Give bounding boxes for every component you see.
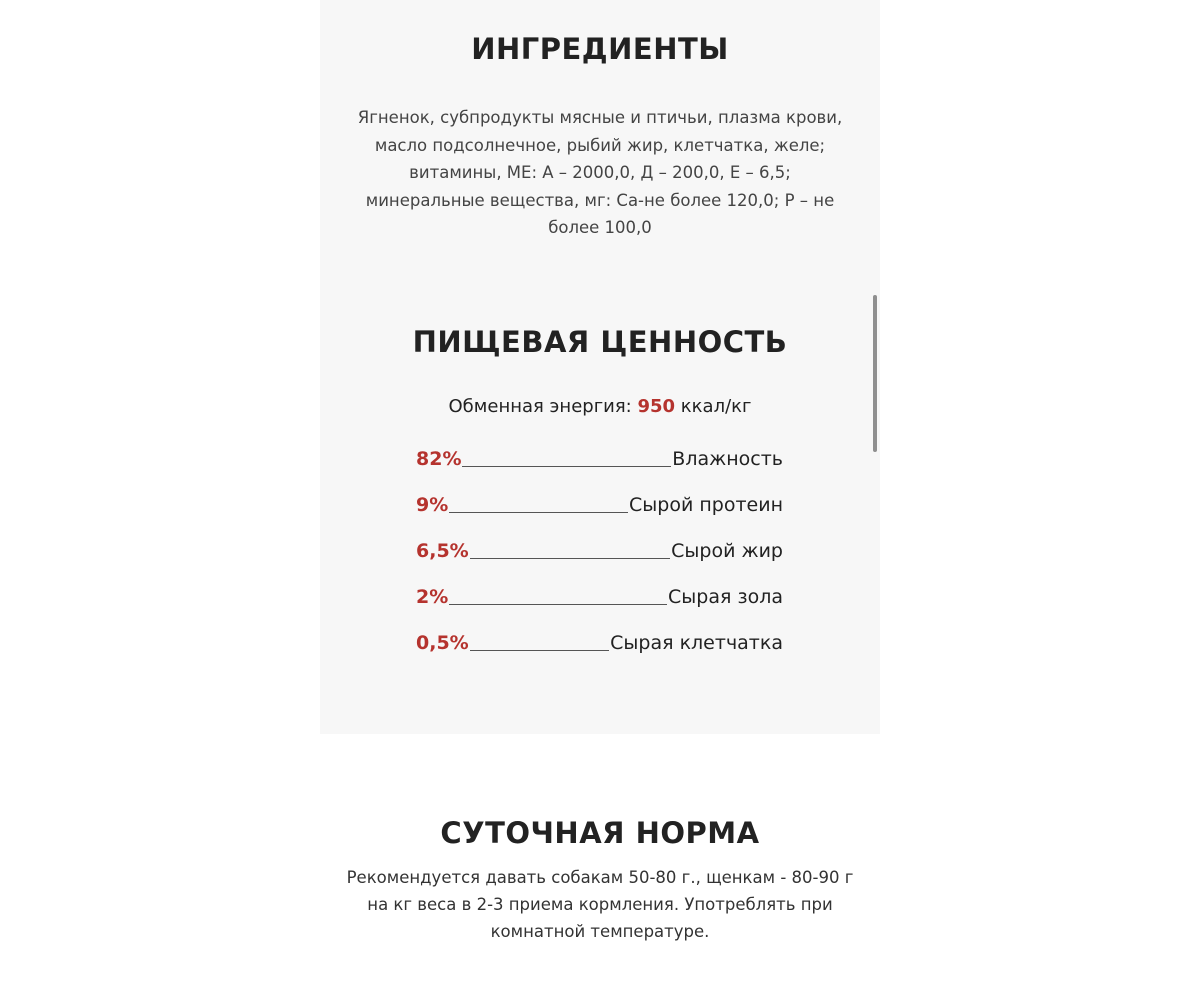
- ingredients-line: витамины, МЕ: А – 2000,0, Д – 200,0, Е – 6,5;: [409, 163, 791, 182]
- scrollbar-thumb[interactable]: [873, 295, 877, 452]
- leader-line: [470, 649, 609, 651]
- daily-text: [340, 864, 860, 945]
- ingredients-text: [340, 104, 860, 242]
- nutrient-row-ash: [416, 583, 783, 609]
- product-info-panel: [320, 0, 880, 734]
- nutrient-label: Сырой протеин: [629, 494, 783, 516]
- ingredients-line: более 100,0: [548, 218, 652, 237]
- nutrient-label: Сырой жир: [671, 540, 783, 562]
- nutrient-row-fat: [416, 537, 783, 563]
- nutrient-row-fiber: [416, 629, 783, 655]
- leader-line: [462, 465, 671, 467]
- ingredients-line: минеральные вещества, мг: Са-не более 120,0; Р – не: [365, 190, 835, 210]
- energy-label: Обменная энергия:: [448, 396, 632, 417]
- nutrient-label: Сырая клетчатка: [610, 632, 783, 654]
- daily-norm-section: [320, 734, 880, 999]
- nutrient-row-protein: [416, 491, 783, 517]
- nutrient-percent: 9%: [416, 494, 449, 516]
- nutrient-label: Сырая зола: [668, 586, 783, 608]
- leader-line: [449, 511, 628, 513]
- nutrition-title: ПИЩЕВАЯ ЦЕННОСТЬ: [412, 325, 788, 359]
- ingredients-line: масло подсолнечное, рыбий жир, клетчатка, желе;: [374, 135, 826, 155]
- energy-unit: ккал/кг: [680, 396, 752, 417]
- daily-line: на кг веса в 2-3 приема кормления. Употреблять при: [367, 895, 833, 914]
- energy-value: 950: [637, 396, 676, 417]
- daily-line: комнатной температуре.: [490, 922, 710, 941]
- nutrient-percent: 0,5%: [416, 632, 469, 654]
- nutrient-percent: 2%: [416, 586, 449, 608]
- nutrient-label: Влажность: [672, 448, 783, 470]
- energy-line: [320, 396, 880, 417]
- ingredients-line: Ягненок, субпродукты мясные и птичьи, плазма крови,: [357, 108, 843, 127]
- leader-line: [470, 557, 670, 559]
- nutrient-row-moisture: [416, 445, 783, 471]
- ingredients-title: ИНГРЕДИЕНТЫ: [471, 32, 729, 66]
- nutrient-percent: 82%: [416, 448, 462, 470]
- leader-line: [449, 603, 667, 605]
- daily-title: СУТОЧНАЯ НОРМА: [440, 816, 760, 850]
- nutrient-percent: 6,5%: [416, 540, 469, 562]
- daily-line: Рекомендуется давать собакам 50-80 г., щенкам - 80-90 г: [346, 868, 854, 887]
